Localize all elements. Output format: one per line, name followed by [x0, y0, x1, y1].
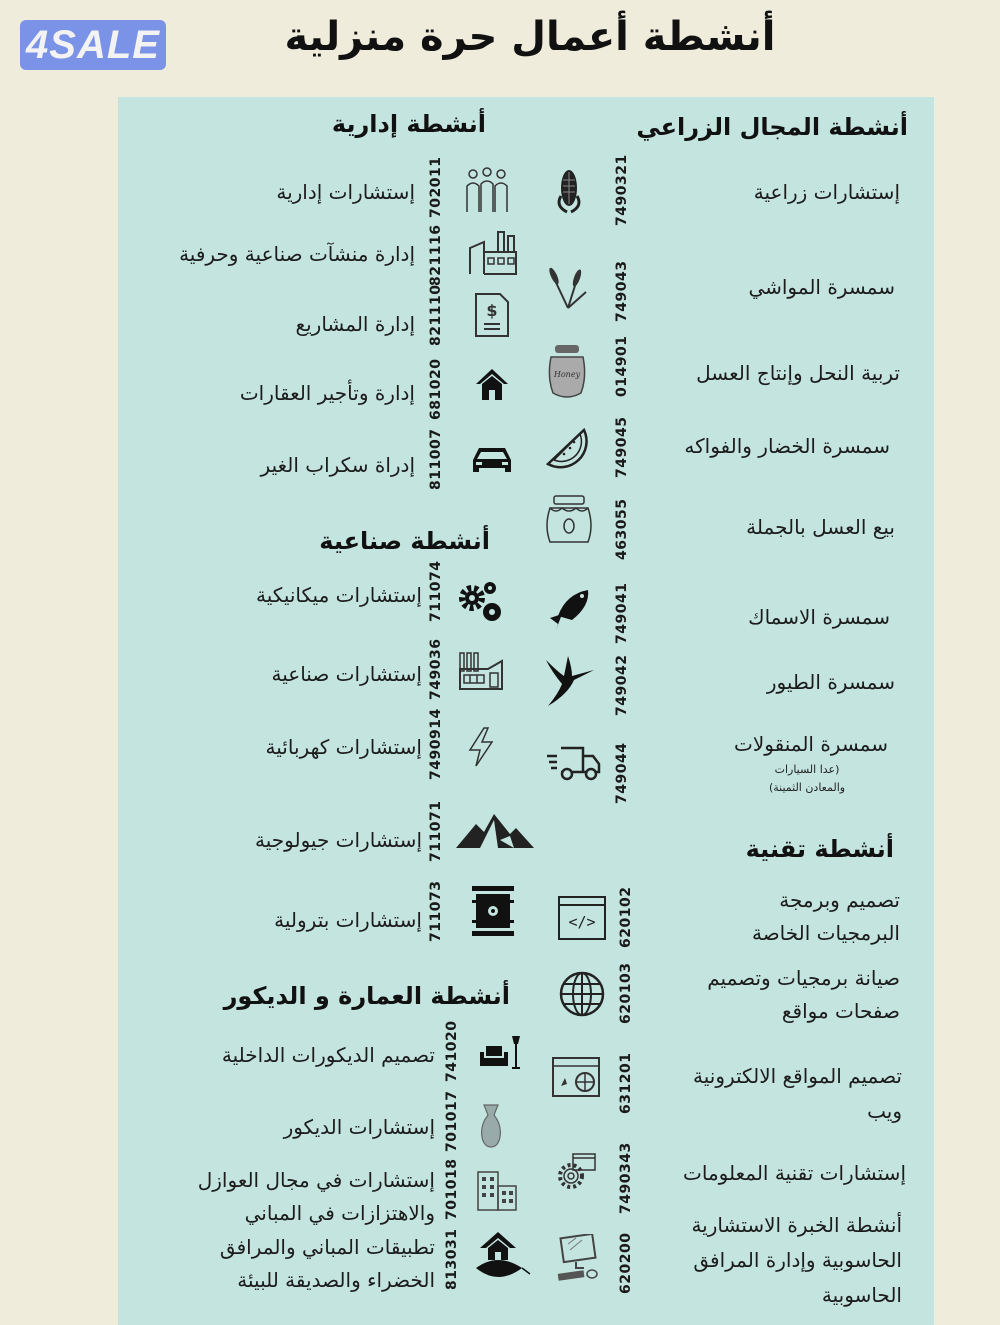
activity-label-line2: ويب	[867, 1099, 902, 1123]
activity-label: تصميم الديكورات الداخلية	[221, 1043, 435, 1067]
wheat-icon	[542, 262, 590, 310]
svg-text:</>: </>	[568, 913, 596, 931]
activity-label-line2: الخضراء والصديقة للبيئة	[237, 1268, 435, 1292]
activity-label-line1: تطبيقات المباني والمرافق	[219, 1235, 435, 1259]
activity-label-line1: إستشارات في مجال العوازل	[197, 1168, 435, 1192]
team-icon	[465, 166, 509, 214]
4sale-logo[interactable]: 4SALE	[20, 20, 166, 70]
activity-code: 749036	[428, 638, 444, 700]
activity-code: 749044	[614, 742, 630, 804]
section-heading-technical: أنشطة تقنية	[745, 835, 894, 863]
fish-icon	[546, 584, 594, 632]
activity-code: 620102	[618, 886, 634, 948]
armchair-lamp-icon	[478, 1032, 522, 1072]
activity-label: إدارة وتأجير العقارات	[239, 381, 415, 405]
activity-label: سمسرة الاسماك	[748, 605, 890, 629]
activity-label-line2: صفحات مواقع	[781, 999, 900, 1023]
mountain-icon	[454, 810, 536, 852]
eco-house-leaf-icon	[474, 1228, 532, 1282]
corn-icon	[545, 166, 593, 214]
activity-label-line2: والاهتزازات في المباني	[244, 1201, 435, 1225]
activity-code: 821116	[428, 224, 444, 286]
web-design-icon	[551, 1056, 601, 1098]
activity-code: 620200	[618, 1232, 634, 1294]
vase-icon	[478, 1103, 504, 1149]
activity-label: إستشارات كهربائية	[265, 735, 422, 759]
activity-label: إدارة منشآت صناعية وحرفية	[179, 242, 415, 266]
computer-icon	[554, 1234, 602, 1282]
settings-window-icon	[555, 1150, 597, 1192]
globe-icon	[558, 970, 606, 1018]
section-heading-administrative: أنشطة إدارية	[331, 110, 486, 138]
activity-label: سمسرة الطيور	[766, 670, 895, 694]
lightning-icon	[466, 726, 496, 768]
activity-note: والمعادن الثمينة)	[768, 781, 846, 794]
activity-code: 741020	[444, 1020, 460, 1082]
activity-label-line2: الحاسوبية وإدارة المرافق	[693, 1248, 902, 1272]
activity-code: 701018	[444, 1158, 460, 1220]
bird-icon	[544, 654, 596, 708]
activity-code: 749043	[614, 260, 630, 322]
activity-code: 813031	[444, 1228, 460, 1290]
invoice-dollar-icon	[474, 292, 510, 338]
activity-code: 811007	[428, 428, 444, 490]
section-heading-agriculture: أنشطة المجال الزراعي	[636, 113, 908, 141]
activity-label-line1: تصميم وبرمجة	[779, 888, 900, 912]
activity-label-line1: تصميم المواقع الالكترونية	[693, 1064, 902, 1088]
activity-label-line1: أنشطة الخبرة الاستشارية	[691, 1213, 902, 1237]
activity-label: سمسرة المنقولات	[734, 732, 888, 756]
activity-code: 681020	[428, 358, 444, 420]
delivery-truck-icon	[545, 742, 601, 784]
code-window-icon	[557, 895, 607, 941]
honey-pot-icon	[545, 343, 589, 401]
activity-label: إستشارات ميكانيكية	[256, 583, 422, 607]
watermelon-icon	[544, 424, 592, 472]
buildings-icon	[476, 1170, 518, 1212]
activity-code: 7490343	[618, 1142, 634, 1214]
activity-code: 711074	[428, 560, 444, 622]
activity-label-line2: البرمجيات الخاصة	[751, 921, 900, 945]
oil-barrel-icon	[470, 884, 516, 938]
activity-note: (عدا السيارات	[774, 763, 840, 776]
activity-label: سمسرة المواشي	[748, 275, 895, 299]
activity-code: 463055	[614, 498, 630, 560]
activity-label: تربية النحل وإنتاج العسل	[696, 361, 900, 385]
activity-label: إستشارات بترولية	[274, 908, 422, 932]
activity-code: 711073	[428, 880, 444, 942]
section-heading-architecture: أنشطة العمارة و الديكور	[223, 982, 510, 1010]
activity-code: 7490914	[428, 708, 444, 780]
activity-label: إدارة المشاريع	[295, 312, 415, 336]
activity-label: إستشارات زراعية	[753, 180, 900, 204]
page-title: أنشطة أعمال حرة منزلية	[284, 14, 776, 60]
activity-label-line1: إستشارات تقنية المعلومات	[683, 1161, 906, 1185]
gears-icon	[458, 578, 506, 626]
activity-label: إدراة سكراب الغير	[260, 453, 415, 477]
industry-icon	[458, 645, 504, 691]
svg-text:Honey: Honey	[553, 370, 581, 379]
svg-text:$: $	[486, 301, 498, 320]
activity-label: إستشارات جيولوجية	[255, 828, 422, 852]
activity-label: بيع العسل بالجملة	[746, 515, 895, 539]
house-icon	[474, 366, 510, 402]
activity-code: 631201	[618, 1052, 634, 1114]
activity-label: سمسرة الخضار والفواكه	[684, 434, 890, 458]
activity-code: 701017	[444, 1090, 460, 1152]
activity-code: 711071	[428, 800, 444, 862]
car-icon	[471, 444, 513, 476]
activity-code: 749042	[614, 654, 630, 716]
activity-label-line1: صيانة برمجيات وتصميم	[707, 966, 900, 990]
factory-icon	[468, 226, 518, 276]
activity-label: إستشارات الديكور	[283, 1115, 435, 1139]
activity-label-line3: الحاسوبية	[821, 1283, 902, 1307]
activity-label: إستشارات إدارية	[276, 180, 415, 204]
activity-code: 821110	[428, 284, 444, 346]
activity-code: 014901	[614, 335, 630, 397]
activity-code: 749041	[614, 582, 630, 644]
section-heading-industrial: أنشطة صناعية	[319, 527, 490, 555]
activity-code: 749045	[614, 416, 630, 478]
activity-code: 702011	[428, 156, 444, 218]
activity-code: 620103	[618, 962, 634, 1024]
activity-code: 7490321	[614, 154, 630, 226]
honey-jar-bee-icon	[542, 494, 596, 548]
activity-label: إستشارات صناعية	[271, 662, 422, 686]
